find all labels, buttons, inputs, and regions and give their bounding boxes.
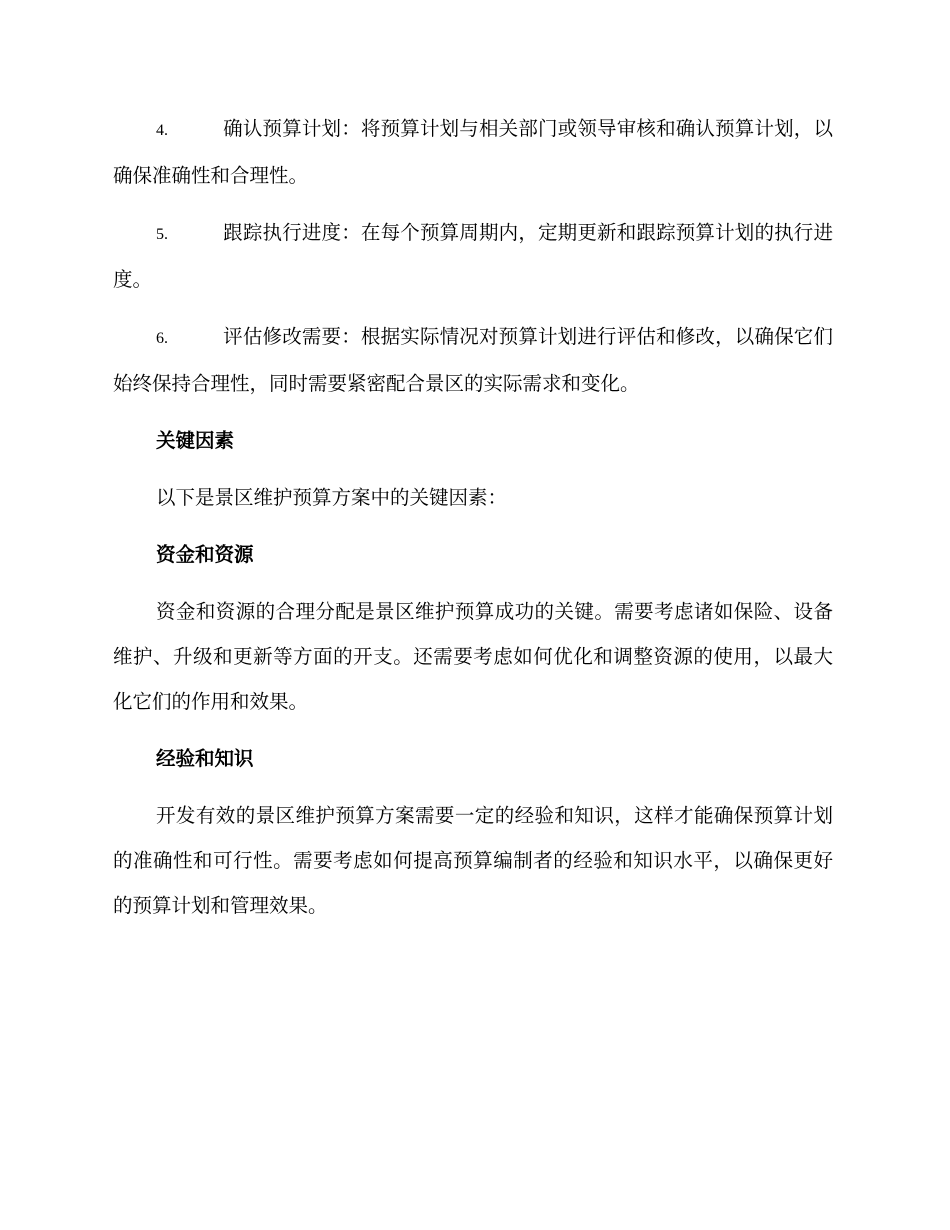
list-item-text: 确认预算计划：将预算计划与相关部门或领导审核和确认预算计划，以确保准确性和合理性。	[113, 117, 833, 187]
list-item-4	[113, 106, 833, 198]
heading-experience-knowledge: 经验和知识	[156, 747, 254, 770]
list-item-6	[113, 314, 833, 406]
paragraph-key-factors-intro: 以下是景区维护预算方案中的关键因素：	[156, 486, 508, 509]
paragraph-funds-resources: 资金和资源的合理分配是景区维护预算成功的关键。需要考虑诸如保险、设备维护、升级和更新等方面的开支。还需要考虑如何优化和调整资源的使用，以最大化它们的作用和效果。	[113, 600, 833, 713]
heading-key-factors: 关键因素	[156, 429, 235, 452]
heading-funds-resources: 资金和资源	[156, 543, 254, 566]
list-number: 6.	[156, 330, 168, 347]
list-number: 5.	[156, 226, 168, 243]
list-item-text: 跟踪执行进度：在每个预算周期内，定期更新和跟踪预算计划的执行进度。	[113, 221, 833, 291]
document-content	[113, 106, 833, 940]
list-item-text: 评估修改需要：根据实际情况对预算计划进行评估和修改，以确保它们始终保持合理性，同时需要紧密配合景区的实际需求和变化。	[113, 325, 833, 395]
list-item-5	[113, 210, 833, 302]
paragraph-experience-knowledge: 开发有效的景区维护预算方案需要一定的经验和知识，这样才能确保预算计划的准确性和可行性。需要考虑如何提高预算编制者的经验和知识水平，以确保更好的预算计划和管理效果。	[113, 804, 833, 917]
list-number: 4.	[156, 122, 168, 139]
